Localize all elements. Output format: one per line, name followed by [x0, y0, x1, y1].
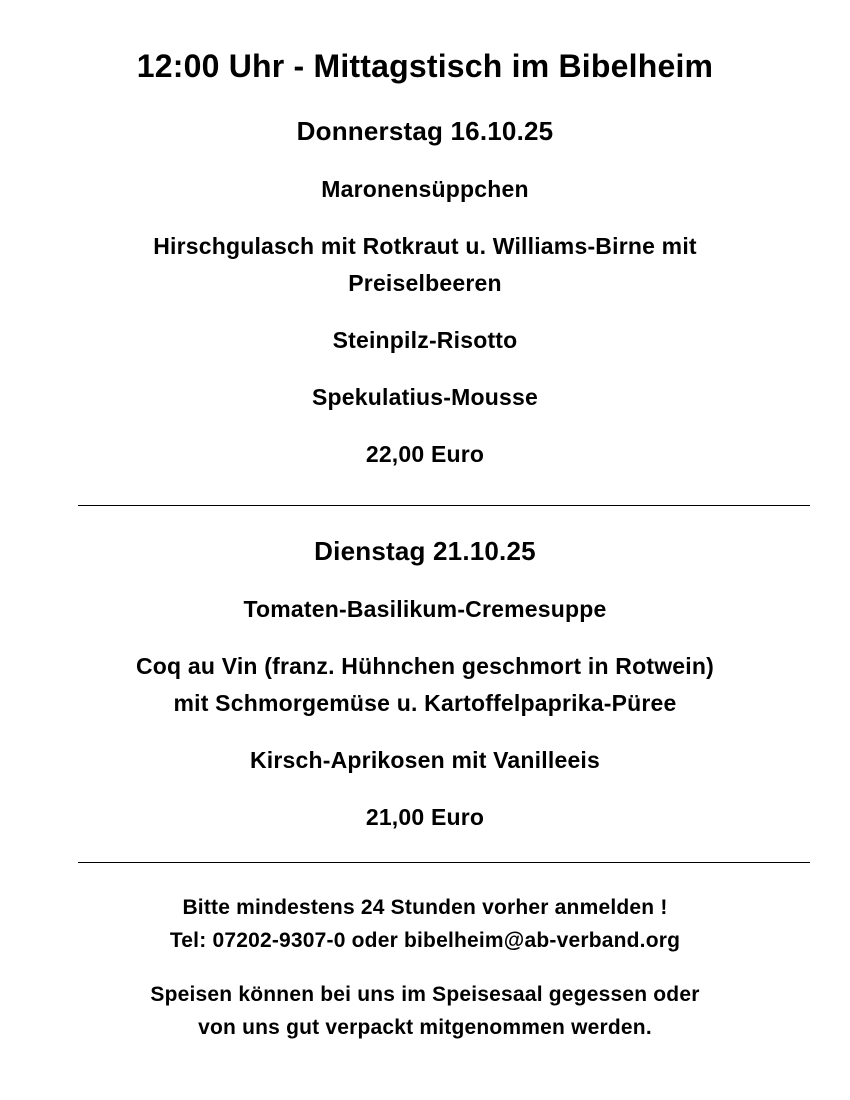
menu-1-dessert: Spekulatius-Mousse [312, 384, 538, 410]
page-title: 12:00 Uhr - Mittagstisch im Bibelheim [136, 48, 714, 84]
menu-1-main-line1: Hirschgulasch mit Rotkraut u. Williams-Birne mit [153, 233, 697, 259]
menu-1-main-line2: Preiselbeeren [348, 270, 502, 296]
menu-1-side: Steinpilz-Risotto [332, 327, 518, 353]
menu-day-2: Dienstag 21.10.25 [314, 536, 536, 566]
takeaway-info-line2: von uns gut verpackt mitgenommen werden. [198, 1016, 652, 1039]
menu-day-1: Donnerstag 16.10.25 [296, 116, 554, 146]
menu-2-main-line2: mit Schmorgemüse u. Kartoffelpaprika-Püree [173, 690, 677, 716]
menu-2-main-line1: Coq au Vin (franz. Hühnchen geschmort in Rotwein) [135, 653, 714, 679]
menu-2-price: 21,00 Euro [365, 804, 485, 830]
menu-1-price: 22,00 Euro [365, 441, 485, 467]
menu-1-soup: Maronensüppchen [321, 176, 529, 202]
reservation-notice: Bitte mindestens 24 Stunden vorher anmelden ! [182, 896, 668, 919]
contact-info: Tel: 07202-9307-0 oder bibelheim@ab-verband.org [169, 929, 681, 952]
divider-1 [78, 505, 810, 506]
menu-2-dessert: Kirsch-Aprikosen mit Vanilleeis [249, 747, 601, 773]
menu-2-soup: Tomaten-Basilikum-Cremesuppe [243, 596, 607, 622]
divider-2 [78, 862, 810, 863]
takeaway-info-line1: Speisen können bei uns im Speisesaal gegessen oder [150, 983, 700, 1006]
